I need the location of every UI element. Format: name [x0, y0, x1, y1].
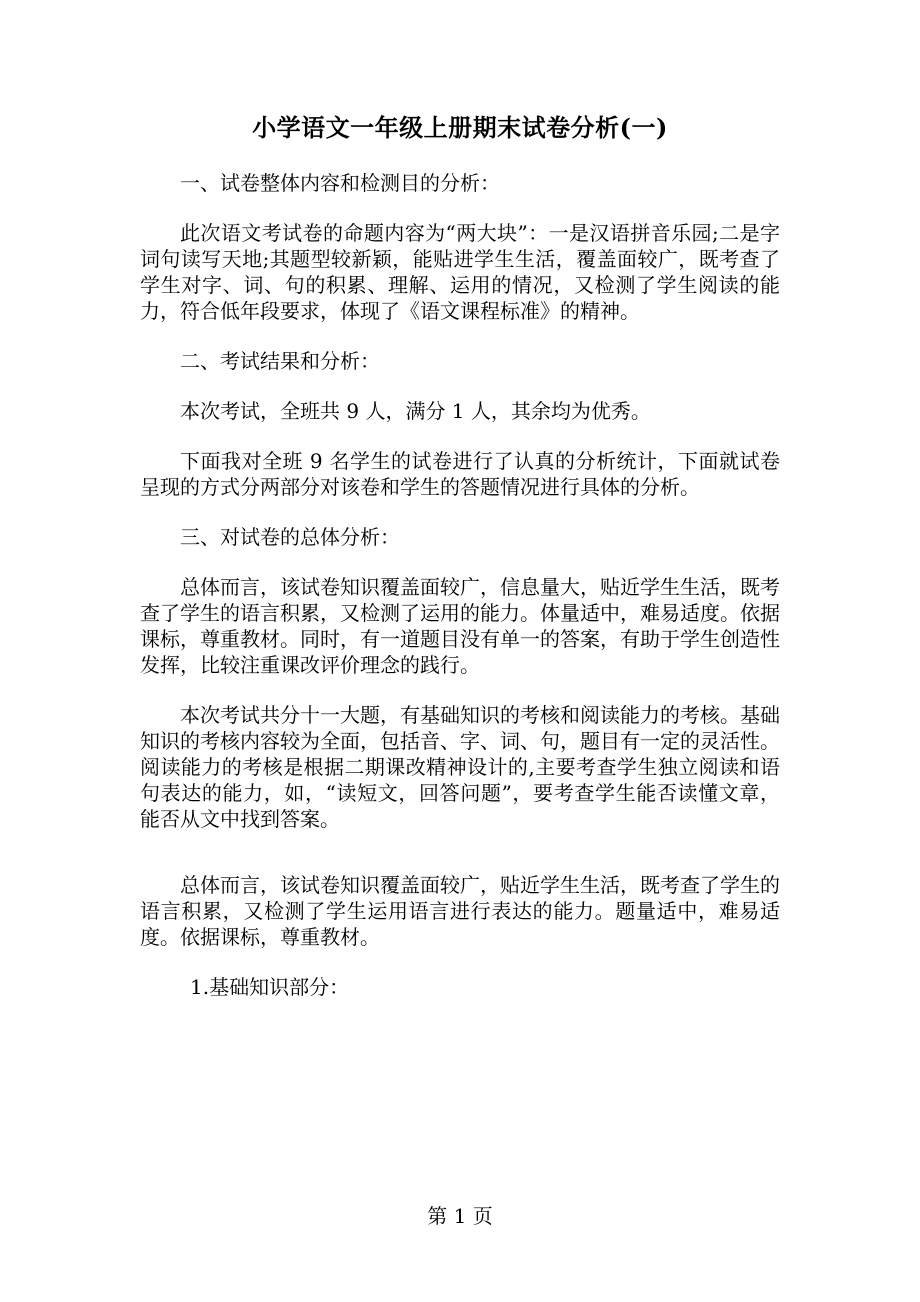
paragraph-exam-structure: 本次考试共分十一大题，有基础知识的考核和阅读能力的考核。基础知识的考核内容较为全面，包括音、字、词、句，题目有一定的灵活性。阅读能力的考核是根据二期课改精神设计的,主要考查学生独立阅读和语句表达的能力，如，“读短文，回答问题”，要考查学生能否读懂文章，能否从文中找到答案。 [140, 703, 780, 831]
section-heading-2: 二、考试结果和分析： [180, 349, 380, 373]
document-body [140, 108, 780, 1000]
paragraph-test-content: 此次语文考试卷的命题内容为“两大块”：一是汉语拼音乐园;二是字词句读写天地;其题型较新颖，能贴进学生生活，覆盖面较广，既考查了学生对字、词、句的积累、理解、运用的情况，又检测了学生阅读的能力，符合低年段要求，体现了《语文课程标准》的精神。 [140, 221, 780, 323]
paragraph-summary: 总体而言，该试卷知识覆盖面较广，贴近学生生活，既考查了学生的语言积累，又检测了学生运用语言进行表达的能力。题量适中，难易适度。依据课标，尊重教材。 [140, 873, 780, 949]
page-number: 第 1 页 [427, 1204, 493, 1228]
paragraph-exam-result: 本次考试，全班共 9 人，满分 1 人，其余均为优秀。 [180, 399, 651, 423]
section-heading-1: 一、试卷整体内容和检测目的分析： [180, 171, 500, 195]
page-title: 小学语文一年级上册期末试卷分析(一) [252, 113, 668, 142]
section-heading-3: 三、对试卷的总体分析： [180, 525, 400, 549]
paragraph-overall-analysis: 总体而言，该试卷知识覆盖面较广，信息量大，贴近学生生活，既考查了学生的语言积累，又检测了运用的能力。体量适中，难易适度。依据课标，尊重教材。同时，有一道题目没有单一的答案，有助于学生创造性发挥，比较注重课改评价理念的践行。 [140, 575, 780, 677]
section-heading-basic-knowledge: 1.基础知识部分： [190, 975, 350, 999]
paragraph-analysis-intro: 下面我对全班 9 名学生的试卷进行了认真的分析统计，下面就试卷呈现的方式分两部分对该卷和学生的答题情况进行具体的分析。 [140, 449, 780, 499]
